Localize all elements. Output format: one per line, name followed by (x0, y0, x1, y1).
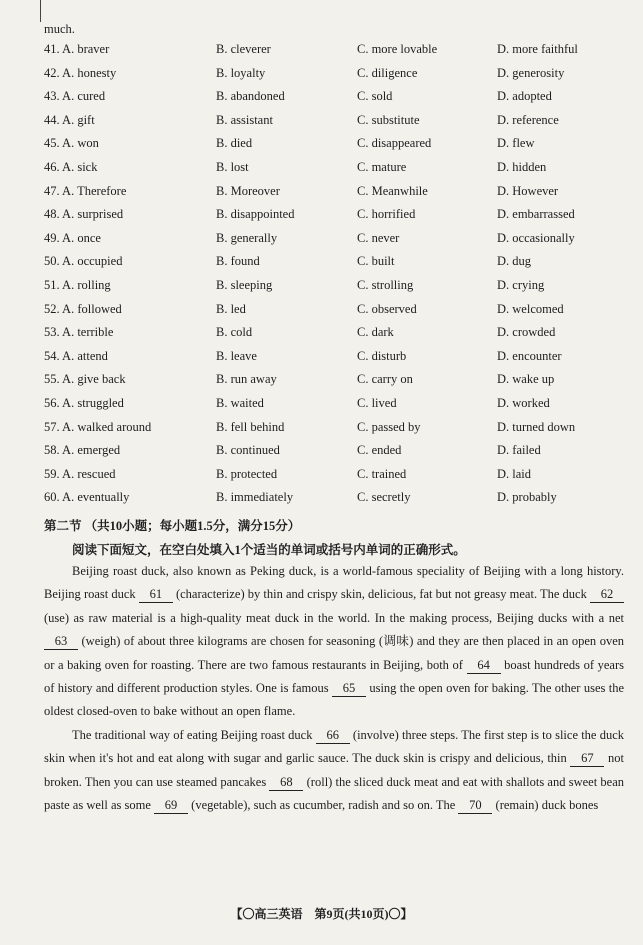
option-a: 45. A. won (44, 136, 99, 151)
option-b: B. died (216, 136, 253, 151)
blank-67: 67 (570, 751, 604, 767)
option-d: D. laid (497, 466, 532, 481)
option-b: B. led (216, 301, 246, 316)
option-c: C. built (357, 254, 395, 269)
option-row (44, 89, 624, 112)
option-c: C. strolling (357, 278, 414, 292)
option-a: 57. A. walked around (44, 419, 152, 434)
option-row (44, 349, 624, 372)
option-a: 43. A. cured (44, 89, 106, 104)
option-a: 50. A. occupied (44, 254, 123, 269)
option-a: 47. A. Therefore (44, 183, 127, 198)
blank-65: 65 (332, 681, 366, 697)
option-row (44, 325, 624, 348)
option-b: B. abandoned (216, 89, 285, 104)
option-d: D. hidden (497, 160, 547, 174)
option-d: D. dug (497, 254, 532, 269)
option-b: B. Moreover (216, 183, 280, 198)
paragraph-2: The traditional way of eating Beijing roast duck 66 (involve) three steps. The first step is to slice the duck skin when it's hot and eat along with sugar and garlic sauce. The duck skin is crispy and delicious, thin 67 not broken. Then you can use steamed pancakes 68 (roll) the sliced duck meat and eat with shallots and sweet bean paste as well as some 69 (vegetable), such as cucumber, radish and so on. The 70 (remain) duck bones (44, 727, 624, 813)
option-a: 41. A. braver (44, 42, 110, 56)
option-row (44, 302, 624, 325)
option-a: 56. A. struggled (44, 396, 124, 410)
option-row (44, 254, 624, 277)
option-b: B. lost (216, 160, 249, 174)
option-b: B. disappointed (216, 207, 295, 222)
option-b: B. continued (216, 443, 280, 458)
blank-63: 63 (44, 634, 78, 650)
option-d: D. reference (497, 112, 559, 127)
option-c: C. sold (357, 89, 393, 104)
option-row (44, 467, 624, 490)
blank-68: 68 (269, 775, 303, 791)
option-d: D. occasionally (497, 230, 575, 245)
option-d: D. flew (497, 136, 535, 151)
blank-61: 61 (139, 587, 173, 603)
option-b: B. immediately (216, 490, 294, 505)
option-a: 48. A. surprised (44, 207, 124, 222)
blank-69: 69 (154, 798, 188, 814)
option-b: B. cold (216, 325, 253, 340)
page-footer: 【〇高三英语 第9页(共10页)〇】 (230, 907, 413, 921)
option-c: C. horrified (357, 207, 416, 222)
option-d: D. worked (497, 396, 550, 410)
option-d: D. crying (497, 278, 545, 292)
option-row (44, 160, 624, 183)
option-row (44, 278, 624, 301)
option-c: C. observed (357, 301, 417, 316)
option-c: C. carry on (357, 372, 413, 387)
option-d: D. turned down (497, 419, 576, 434)
option-a: 59. A. rescued (44, 466, 116, 481)
option-row (44, 136, 624, 159)
option-c: C. disturb (357, 348, 407, 363)
option-row (44, 42, 624, 65)
option-b: B. waited (216, 396, 264, 410)
option-c: C. lived (357, 396, 397, 410)
option-b: B. cleverer (216, 42, 271, 56)
option-a: 49. A. once (44, 230, 101, 245)
option-d: D. crowded (497, 325, 556, 340)
paragraph-1: Beijing roast duck, also known as Peking duck, is a world-famous speciality of Beijing with a long history. Beijing roast duck 61 (characterize) by thin and crispy skin, delicious, fat but not greasy meat. The duck 62 (use) as raw material is a high-quality meat duck in the world. In the making process, Beijing ducks with a net 63 (weigh) of about three kilograms are chosen for seasoning (调味) and they are then placed in an open oven or a baking oven for roasting. There are two famous restaurants in Beijing, both of 64 boast hundreds of years of history and different production styles. One is famous 65 using the open oven for baking. The other uses the oldest closed-oven to bake without an open flame. (44, 564, 624, 719)
option-row (44, 66, 624, 89)
option-a: 60. A. eventually (44, 490, 130, 505)
option-c: C. trained (357, 466, 407, 481)
page-edge-mark (40, 0, 41, 22)
option-d: D. generosity (497, 65, 565, 80)
option-c: C. Meanwhile (357, 183, 428, 198)
option-b: B. generally (216, 230, 278, 245)
option-row (44, 231, 624, 254)
option-row (44, 207, 624, 230)
option-row (44, 396, 624, 419)
option-d: D. wake up (497, 372, 555, 387)
option-row (44, 490, 624, 513)
option-c: C. secretly (357, 490, 411, 505)
option-a: 52. A. followed (44, 301, 122, 316)
blank-70: 70 (458, 798, 492, 814)
instruction-text: 阅读下面短文，在空白处填入1个适当的单词或括号内单词的正确形式。 (72, 543, 466, 557)
option-a: 44. A. gift (44, 112, 95, 127)
option-d: D. probably (497, 490, 557, 505)
option-d: D. more faithful (497, 42, 578, 56)
option-b: B. loyalty (216, 65, 266, 80)
blank-64: 64 (467, 658, 501, 674)
option-a: 55. A. give back (44, 372, 126, 387)
option-b: B. run away (216, 372, 277, 387)
option-d: D. encounter (497, 348, 562, 363)
option-row (44, 113, 624, 136)
option-c: C. ended (357, 443, 402, 458)
option-c: C. passed by (357, 419, 421, 434)
option-a: 42. A. honesty (44, 65, 117, 80)
option-c: C. diligence (357, 65, 418, 80)
option-d: D. adopted (497, 89, 552, 104)
option-a: 51. A. rolling (44, 278, 111, 292)
option-d: D. welcomed (497, 301, 564, 316)
option-d: D. However (497, 183, 559, 198)
blank-66: 66 (316, 728, 350, 744)
lead-text: much. (44, 22, 75, 36)
blank-62: 62 (590, 587, 624, 603)
option-b: B. found (216, 254, 260, 269)
option-d: D. failed (497, 443, 541, 458)
option-a: 46. A. sick (44, 160, 98, 174)
option-b: B. protected (216, 466, 278, 481)
option-a: 54. A. attend (44, 348, 108, 363)
option-d: D. embarrassed (497, 207, 575, 222)
option-row (44, 372, 624, 395)
option-row (44, 184, 624, 207)
option-c: C. more lovable (357, 42, 438, 56)
option-b: B. sleeping (216, 278, 273, 292)
option-a: 53. A. terrible (44, 325, 114, 340)
option-b: B. assistant (216, 112, 273, 127)
option-row (44, 420, 624, 443)
option-c: C. disappeared (357, 136, 432, 151)
option-c: C. never (357, 230, 400, 245)
option-c: C. mature (357, 160, 407, 174)
option-b: B. fell behind (216, 419, 285, 434)
option-row (44, 443, 624, 466)
option-c: C. dark (357, 325, 394, 340)
option-b: B. leave (216, 348, 257, 363)
option-c: C. substitute (357, 112, 420, 127)
section-heading: 第二节 （共10小题；每小题1.5分，满分15分） (44, 519, 301, 533)
passage (44, 560, 624, 817)
option-a: 58. A. emerged (44, 443, 121, 458)
